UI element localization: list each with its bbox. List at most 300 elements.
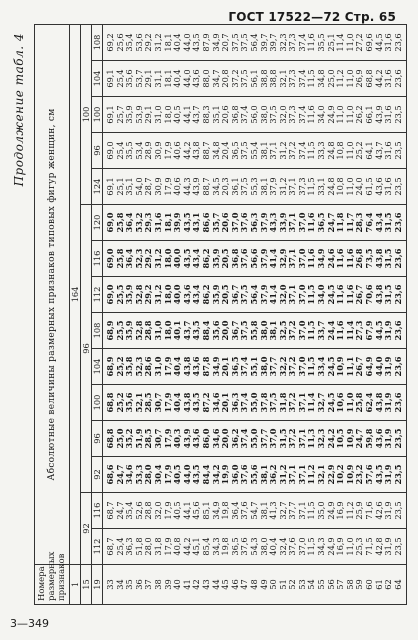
table-cell: 31,0: [154, 313, 164, 349]
table-cell: 29,3: [144, 205, 154, 241]
table-cell: 36,1: [231, 169, 241, 205]
table-cell: 10,2: [336, 457, 346, 493]
table-cell: 55,0: [250, 421, 260, 457]
table-cell: 34,9: [212, 349, 222, 385]
table-cell: 73,5: [365, 241, 375, 277]
table-cell: 43,8: [183, 385, 193, 421]
table-cell: 34,6: [125, 457, 135, 493]
table-cell: 36,5: [231, 349, 241, 385]
table-cell: 17,9: [164, 457, 174, 493]
table-cell: 43,5: [375, 457, 385, 493]
table-cell: 43,5: [192, 313, 202, 349]
table-cell: 31,8: [154, 529, 164, 565]
table-cell: 18,0: [164, 313, 174, 349]
table-cell: 34,5: [212, 169, 222, 205]
table-cell: 32,4: [279, 529, 289, 565]
table-cell: 40,4: [269, 529, 279, 565]
table-cell: 23,6: [394, 385, 407, 421]
table-cell: 30,9: [154, 133, 164, 169]
table-cell: 11,5: [307, 493, 317, 529]
table-cell: 18,1: [164, 205, 174, 241]
table-cell: 37,1: [288, 277, 298, 313]
col-header: 116: [92, 493, 103, 529]
table-cell: 23,5: [394, 97, 407, 133]
table-cell: 37,2: [288, 133, 298, 169]
table-cell: 25,0: [116, 421, 126, 457]
table-cell: 66,1: [365, 97, 375, 133]
table-cell: 23,6: [394, 349, 407, 385]
table-cell: 37,7: [260, 421, 270, 457]
table-cell: 42,8: [375, 529, 385, 565]
table-cell: 31,9: [384, 421, 394, 457]
table-cell: 17,9: [164, 349, 174, 385]
table-cell: 25,6: [116, 24, 126, 60]
table-cell: 40,5: [173, 457, 183, 493]
table-cell: 20,6: [221, 97, 231, 133]
table-cell: 25,8: [116, 205, 126, 241]
row-index: 37: [144, 565, 154, 605]
table-cell: 37,5: [240, 24, 250, 60]
table-cell: 25,4: [116, 529, 126, 565]
table-cell: 40,0: [173, 241, 183, 277]
table-cell: 23,2: [355, 457, 365, 493]
table-row: [394, 24, 407, 604]
table-cell: 44,5: [375, 313, 385, 349]
table-cell: 17,9: [164, 133, 174, 169]
table-cell: 37,1: [298, 421, 308, 457]
table-cell: 31,5: [384, 205, 394, 241]
table-cell: 26,7: [355, 277, 365, 313]
table-cell: 37,8: [260, 385, 270, 421]
table-cell: 37,4: [240, 97, 250, 133]
table-cell: 43,5: [192, 24, 202, 60]
table-cell: 40,6: [173, 133, 183, 169]
table-cell: 39,7: [260, 24, 270, 60]
row-index: 62: [384, 565, 394, 605]
row-index: 54: [307, 565, 317, 605]
table-cell: 31,6: [384, 24, 394, 60]
table-cell: 31,9: [384, 493, 394, 529]
table-title: Абсолютные величины размерных признаков типовых фигур женщин, см: [35, 24, 70, 564]
table-cell: 35,1: [125, 169, 135, 205]
table-cell: 34,2: [212, 457, 222, 493]
table-cell: 43,3: [269, 205, 279, 241]
table-cell: 16,9: [336, 493, 346, 529]
table-cell: 31,2: [154, 24, 164, 60]
table-cell: 23,5: [394, 493, 407, 529]
table-cell: 34,6: [212, 421, 222, 457]
level-1-label: 1: [70, 565, 81, 605]
table-cell: 33,9: [279, 205, 289, 241]
table-cell: 20,1: [221, 349, 231, 385]
row-index: 55: [317, 565, 327, 605]
table-cell: 28,5: [144, 385, 154, 421]
table-cell: 37,1: [269, 133, 279, 169]
row-index: 50: [269, 565, 279, 605]
table-cell: 38,0: [260, 349, 270, 385]
table-cell: 18,0: [164, 277, 174, 313]
col-header: 116: [92, 241, 103, 277]
table-cell: 37,4: [298, 61, 308, 97]
table-cell: 11,0: [346, 24, 356, 60]
table-cell: 11,7: [346, 205, 356, 241]
table-cell: 37,9: [260, 205, 270, 241]
table-cell: 43,6: [192, 349, 202, 385]
table-cell: 55,3: [250, 169, 260, 205]
row-index: 43: [202, 565, 212, 605]
table-cell: 30,4: [154, 457, 164, 493]
table-cell: 11,6: [346, 277, 356, 313]
table-cell: 37,3: [288, 24, 298, 60]
table-cell: 69,0: [103, 241, 116, 277]
table-cell: 31,2: [154, 277, 164, 313]
table-cell: 11,2: [307, 457, 317, 493]
table-cell: 40,4: [173, 385, 183, 421]
table-cell: 40,4: [173, 24, 183, 60]
table-cell: 10,9: [346, 457, 356, 493]
table-cell: 26,8: [355, 241, 365, 277]
table-cell: 56,0: [250, 97, 260, 133]
table-cell: 56,4: [250, 24, 260, 60]
table-cell: 34,9: [317, 241, 327, 277]
table-cell: 24,8: [327, 133, 337, 169]
table-cell: 10,9: [346, 421, 356, 457]
table-cell: 37,5: [269, 97, 279, 133]
col-header: 100: [92, 385, 103, 421]
table-cell: 37,0: [298, 205, 308, 241]
table-cell: 32,0: [279, 277, 289, 313]
table-cell: 26,9: [355, 61, 365, 97]
table-cell: 35,6: [212, 313, 222, 349]
corner-label: Номера размерных признаков: [35, 565, 70, 605]
table-cell: 37,0: [298, 313, 308, 349]
table-cell: 11,4: [346, 313, 356, 349]
table-cell: 32,9: [279, 241, 289, 277]
table-cell: 11,0: [346, 529, 356, 565]
table-cell: 40,8: [173, 529, 183, 565]
table-cell: 55,0: [250, 385, 260, 421]
table-cell: 24,8: [327, 169, 337, 205]
table-cell: 43,8: [375, 385, 385, 421]
table-cell: 44,5: [375, 24, 385, 60]
table-cell: 37,0: [269, 421, 279, 457]
table-cell: 10,5: [336, 421, 346, 457]
table-cell: 25,9: [355, 493, 365, 529]
table-cell: 88,7: [202, 133, 212, 169]
table-cell: 25,3: [355, 529, 365, 565]
table-cell: 43,6: [375, 169, 385, 205]
table-cell: 20,6: [221, 205, 231, 241]
table-cell: 37,5: [240, 313, 250, 349]
table-cell: 11,6: [307, 24, 317, 60]
table-cell: 43,5: [183, 241, 193, 277]
table-cell: 53,9: [135, 97, 145, 133]
table-cell: 32,1: [317, 457, 327, 493]
table-cell: 26,2: [355, 97, 365, 133]
table-cell: 43,7: [183, 313, 193, 349]
table-cell: 56,4: [250, 277, 260, 313]
table-cell: 31,5: [384, 241, 394, 277]
row-index: 47: [240, 565, 250, 605]
table-cell: 44,0: [183, 61, 193, 97]
table-cell: 11,2: [336, 61, 346, 97]
table-cell: 43,8: [183, 349, 193, 385]
table-cell: 68,7: [103, 529, 116, 565]
table-cell: 88,3: [202, 97, 212, 133]
table-cell: 37,3: [298, 169, 308, 205]
table-cell: 37,5: [240, 61, 250, 97]
table-cell: 20,8: [221, 61, 231, 97]
table-cell: 37,1: [298, 493, 308, 529]
row-index: 51: [279, 565, 289, 605]
table-cell: 31,9: [384, 529, 394, 565]
row-index: 36: [135, 565, 145, 605]
table-cell: 36,4: [125, 241, 135, 277]
table-cell: 11,5: [307, 133, 317, 169]
table-cell: 24,7: [327, 205, 337, 241]
table-cell: 11,6: [307, 241, 317, 277]
table-cell: 40,4: [173, 61, 183, 97]
table-cell: 68,9: [103, 349, 116, 385]
table-cell: 37,7: [269, 349, 279, 385]
table-cell: 32,2: [279, 349, 289, 385]
table-cell: 25,2: [116, 349, 126, 385]
table-cell: 40,5: [173, 97, 183, 133]
table-cell: 11,0: [336, 97, 346, 133]
table-cell: 30,9: [154, 169, 164, 205]
table-cell: 43,7: [375, 133, 385, 169]
table-cell: 69,0: [103, 277, 116, 313]
table-cell: 37,2: [288, 349, 298, 385]
rotated-table-block: [12, 25, 412, 605]
table-cell: 18,1: [164, 61, 174, 97]
table-cell: 25,0: [327, 61, 337, 97]
table-cell: 31,6: [384, 61, 394, 97]
table-cell: 32,3: [317, 421, 327, 457]
table-cell: 59,8: [365, 421, 375, 457]
table-cell: 17,9: [164, 169, 174, 205]
table-cell: 85,1: [202, 493, 212, 529]
table-cell: 85,4: [202, 529, 212, 565]
table-cell: 67,9: [365, 313, 375, 349]
table-cell: 38,8: [269, 61, 279, 97]
table-cell: 24,9: [327, 529, 337, 565]
table-cell: 52,6: [135, 493, 145, 529]
table-cell: 23,6: [394, 241, 407, 277]
table-cell: 31,0: [154, 97, 164, 133]
table-cell: 31,2: [279, 169, 289, 205]
table-cell: 36,5: [231, 133, 241, 169]
table-cell: 29,2: [144, 241, 154, 277]
table-cell: 28,0: [144, 529, 154, 565]
table-cell: 28,8: [144, 493, 154, 529]
table-cell: 88,4: [202, 313, 212, 349]
table-cell: 33,3: [317, 133, 327, 169]
table-cell: 43,4: [375, 205, 385, 241]
table-cell: 23,5: [394, 169, 407, 205]
table-cell: 43,1: [192, 205, 202, 241]
table-cell: 44,0: [183, 24, 193, 60]
table-cell: 11,0: [346, 385, 356, 421]
table-cell: 53,7: [135, 61, 145, 97]
row-index: 52: [288, 565, 298, 605]
table-cell: 31,9: [384, 313, 394, 349]
table-cell: 40,0: [173, 277, 183, 313]
table-cell: 35,9: [125, 277, 135, 313]
row-index: 38: [154, 565, 164, 605]
header-100: 100: [81, 24, 92, 204]
table-cell: 31,6: [154, 205, 164, 241]
table-cell: 11,6: [336, 277, 346, 313]
table-cell: 43,9: [183, 421, 193, 457]
table-cell: 37,1: [288, 205, 298, 241]
table-cell: 25,1: [327, 24, 337, 60]
table-cell: 31,9: [384, 349, 394, 385]
table-cell: 69,6: [365, 24, 375, 60]
table-row: [103, 24, 116, 604]
row-index: 64: [394, 565, 407, 605]
table-cell: 61,5: [365, 169, 375, 205]
table-cell: 37,1: [298, 385, 308, 421]
table-cell: 45,1: [192, 529, 202, 565]
table-cell: 37,7: [288, 493, 298, 529]
table-cell: 31,8: [279, 385, 289, 421]
table-cell: 56,3: [250, 205, 260, 241]
table-cell: 37,2: [288, 385, 298, 421]
table-cell: 84,4: [202, 457, 212, 493]
table-cell: 43,7: [192, 97, 202, 133]
table-cell: 56,1: [250, 61, 260, 97]
table-cell: 35,8: [125, 349, 135, 385]
col-header: 104: [92, 349, 103, 385]
table-cell: 38,0: [260, 313, 270, 349]
table-cell: 24,0: [355, 169, 365, 205]
table-cell: 23,6: [394, 313, 407, 349]
table-cell: 69,1: [103, 169, 116, 205]
table-cell: 37,4: [240, 349, 250, 385]
table-cell: 11,1: [346, 349, 356, 385]
table-cell: 23,6: [394, 205, 407, 241]
table-cell: 69,2: [103, 24, 116, 60]
table-cell: 38,1: [260, 457, 270, 493]
col-header: 96: [92, 133, 103, 169]
row-index: 48: [250, 565, 260, 605]
row-index: 61: [375, 565, 385, 605]
table-cell: 36,5: [317, 205, 327, 241]
table-cell: 43,9: [192, 169, 202, 205]
row-index: 41: [183, 565, 193, 605]
table-cell: 11,3: [307, 421, 317, 457]
table-cell: 10,8: [336, 169, 346, 205]
table-cell: 43,5: [192, 385, 202, 421]
col-header: 108: [92, 313, 103, 349]
table-cell: 42,6: [375, 493, 385, 529]
table-cell: 52,8: [135, 313, 145, 349]
table-cell: 44,1: [183, 493, 193, 529]
table-cell: 11,5: [307, 277, 317, 313]
table-cell: 23,5: [394, 421, 407, 457]
table-cell: 32,0: [154, 493, 164, 529]
row-index: 59: [355, 565, 365, 605]
table-cell: 18,1: [164, 24, 174, 60]
table-cell: 53,2: [135, 205, 145, 241]
table-cell: 20,4: [221, 133, 231, 169]
table-cell: 17,9: [164, 529, 174, 565]
table-cell: 11,2: [346, 493, 356, 529]
table-cell: 53,3: [135, 457, 145, 493]
table-cell: 86,6: [202, 205, 212, 241]
table-cell: 11,0: [346, 133, 356, 169]
table-cell: 20,5: [221, 277, 231, 313]
table-cell: 28,0: [144, 457, 154, 493]
table-cell: 37,1: [288, 457, 298, 493]
table-cell: 68,6: [103, 457, 116, 493]
table-cell: 31,2: [279, 133, 289, 169]
table-cell: 24,7: [355, 421, 365, 457]
table-cell: 86,2: [202, 277, 212, 313]
table-cell: 17,9: [164, 421, 174, 457]
table-cell: 11,0: [346, 169, 356, 205]
row-index: 40: [173, 565, 183, 605]
table-cell: 52,3: [135, 349, 145, 385]
table-cell: 34,8: [317, 61, 327, 97]
table-cell: 37,4: [240, 421, 250, 457]
table-cell: 36,4: [125, 205, 135, 241]
table-cell: 35,4: [125, 493, 135, 529]
table-cell: 43,9: [375, 97, 385, 133]
row-index: 46: [231, 565, 241, 605]
table-cell: 27,3: [355, 313, 365, 349]
table-cell: 24,4: [327, 313, 337, 349]
table-cell: 36,7: [231, 313, 241, 349]
table-cell: 25,5: [116, 277, 126, 313]
table-cell: 28,3: [355, 205, 365, 241]
table-cell: 37,5: [240, 133, 250, 169]
table-cell: 35,9: [125, 97, 135, 133]
table-cell: 51,9: [135, 421, 145, 457]
table-cell: 40,4: [173, 349, 183, 385]
table-cell: 28,5: [144, 421, 154, 457]
table-cell: 29,1: [144, 97, 154, 133]
table-cell: 11,6: [307, 205, 317, 241]
table-cell: 19,8: [221, 529, 231, 565]
col-header: 124: [92, 169, 103, 205]
table-cell: 24,7: [116, 493, 126, 529]
table-cell: 11,6: [346, 241, 356, 277]
table-cell: 52,8: [135, 277, 145, 313]
table-cell: 19,9: [221, 457, 231, 493]
header-164: 164: [70, 24, 81, 564]
level-19-label: 19: [92, 565, 103, 605]
table-cell: 33,1: [317, 169, 327, 205]
table-cell: 25,2: [116, 385, 126, 421]
table-cell: 35,9: [212, 277, 222, 313]
table-cell: 11,0: [346, 97, 356, 133]
page-header: ГОСТ 17522—72 Стр. 65: [228, 10, 396, 24]
table-cell: 71,6: [365, 493, 375, 529]
table-cell: 29,2: [144, 24, 154, 60]
table-cell: 36,5: [231, 529, 241, 565]
table-cell: 11,4: [307, 385, 317, 421]
table-cell: 32,7: [279, 493, 289, 529]
table-cell: 44,0: [183, 457, 193, 493]
row-index: 44: [212, 565, 222, 605]
table-cell: 31,5: [384, 277, 394, 313]
table-cell: 44,3: [183, 169, 193, 205]
table-cell: 43,4: [192, 241, 202, 277]
table-cell: 37,1: [298, 457, 308, 493]
table-cell: 18,0: [164, 97, 174, 133]
